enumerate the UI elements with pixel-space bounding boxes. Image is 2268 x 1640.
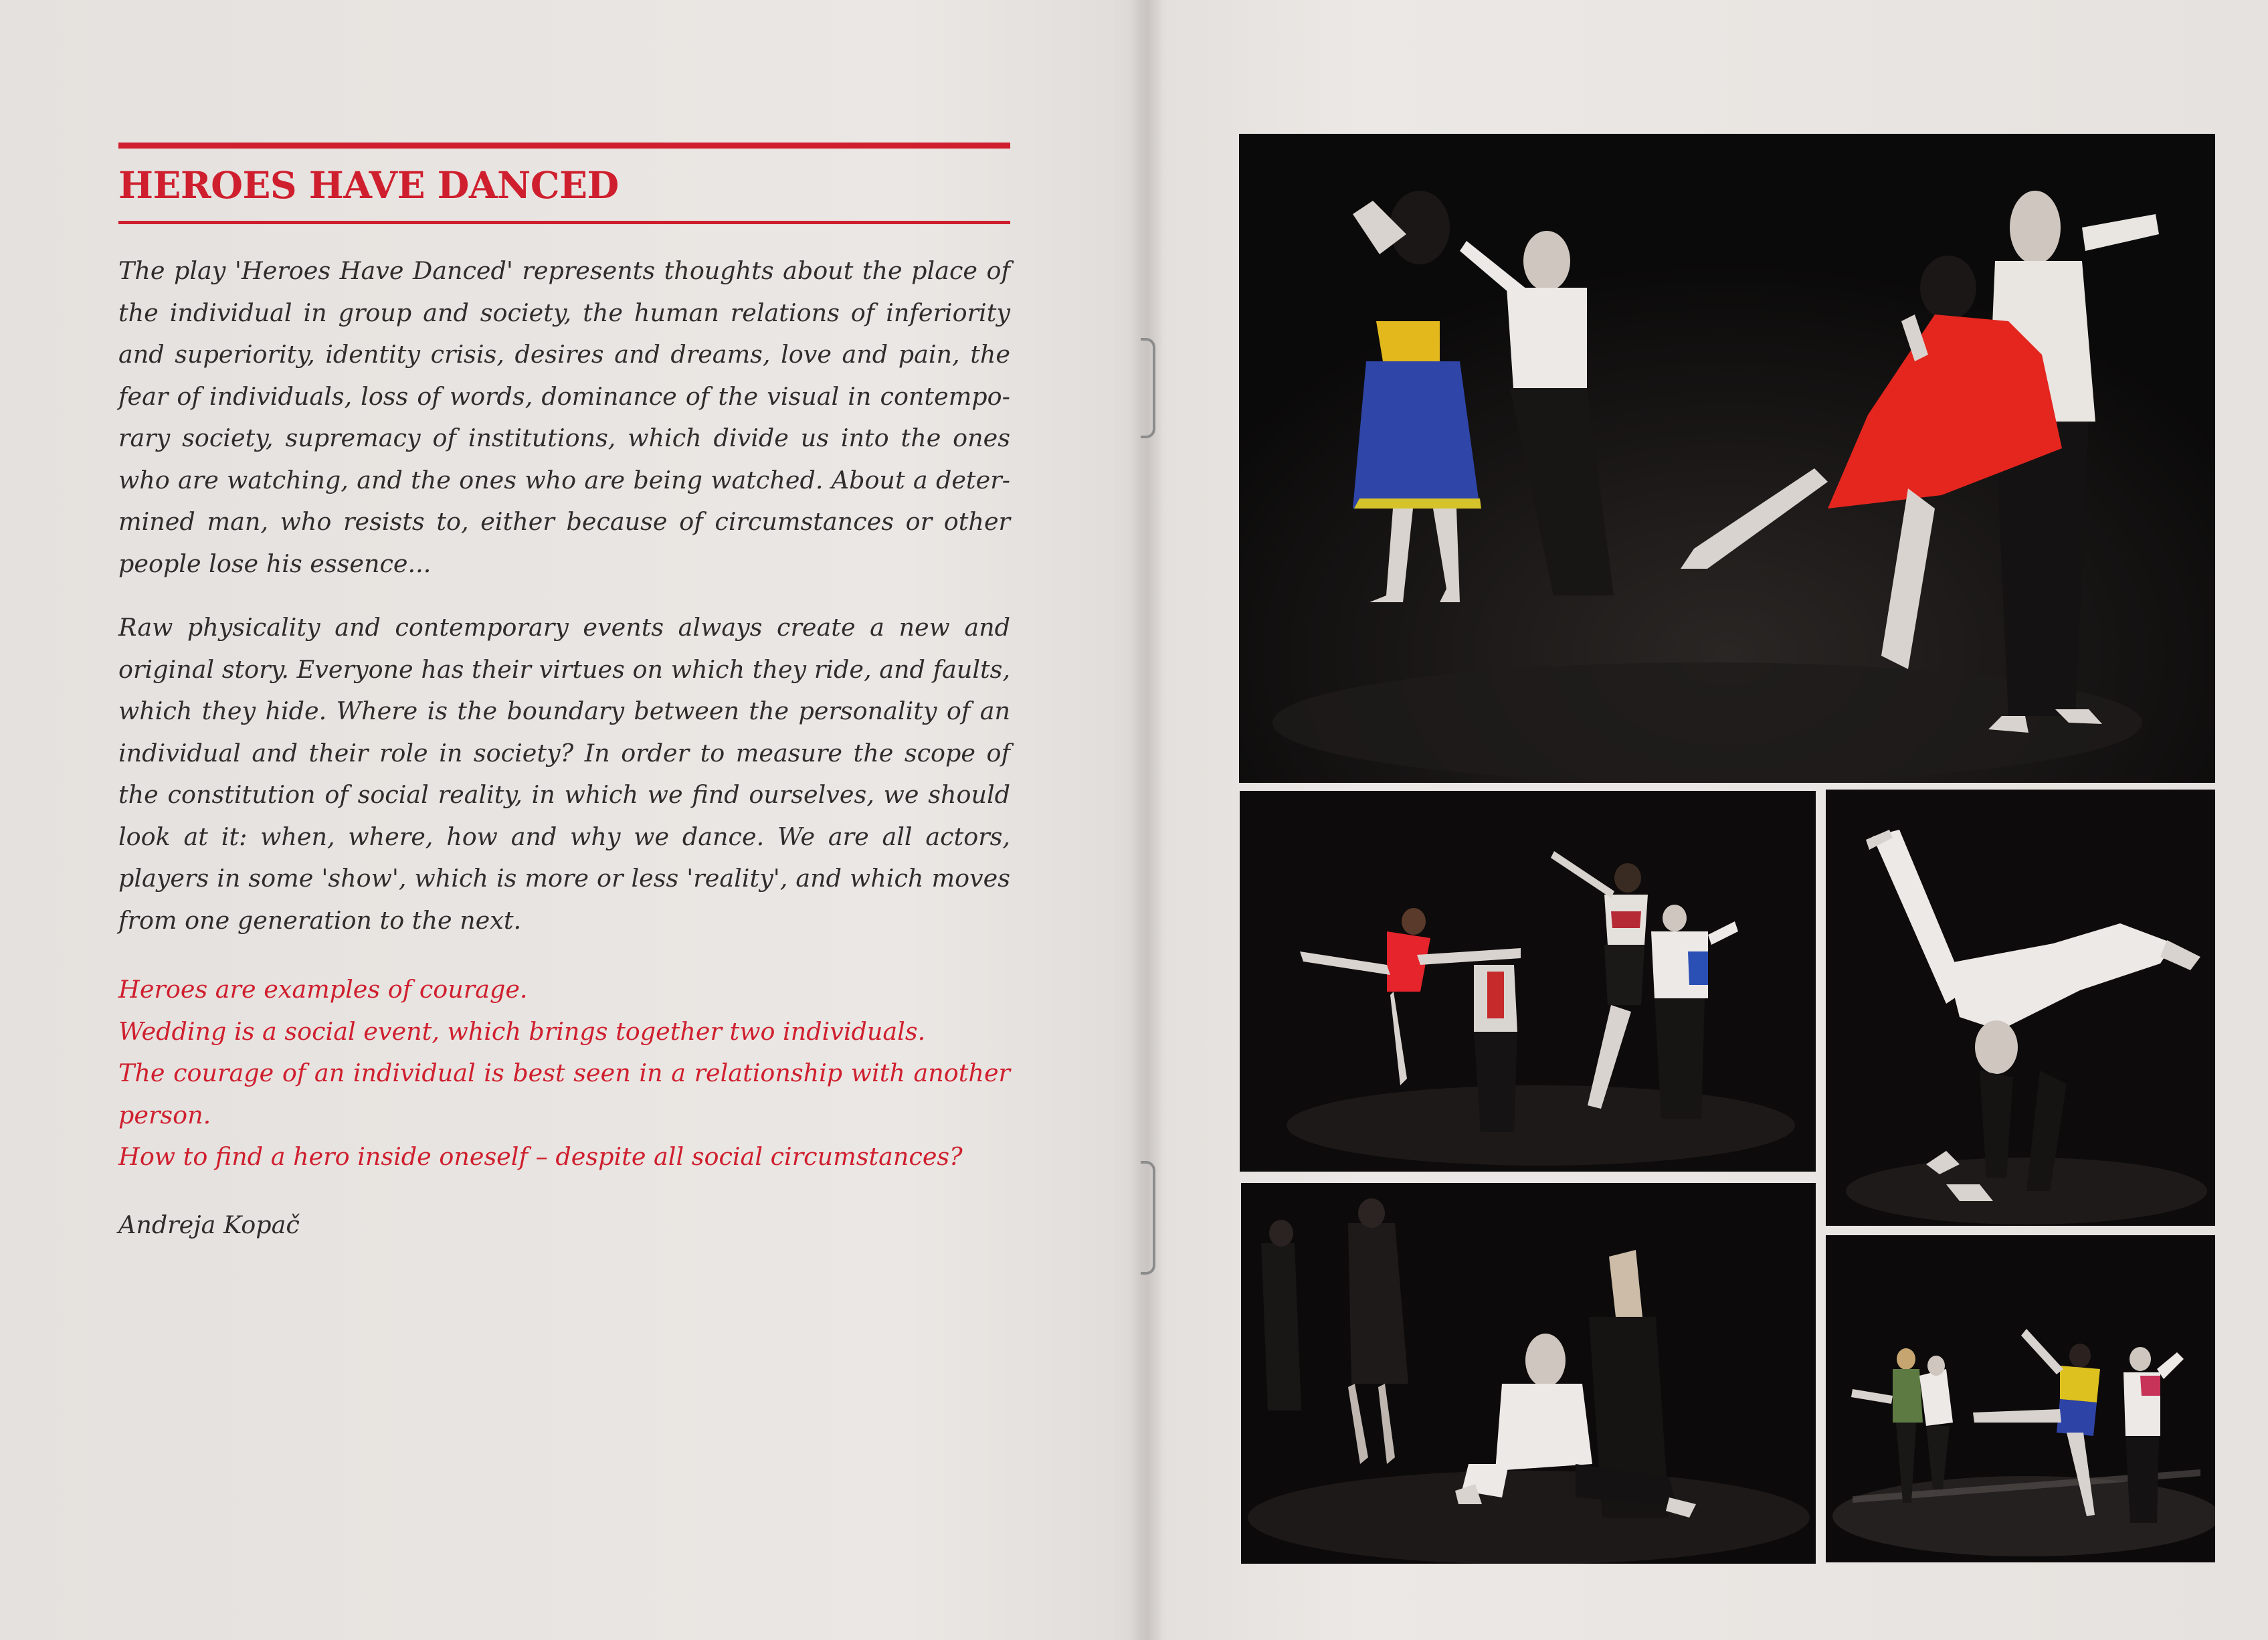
photo-handstand — [1826, 790, 2215, 1226]
highlight-line: Wedding is a social event, which brings together two individuals. — [118, 1016, 926, 1046]
highlight-line: How to find a hero inside oneself – despite all social circumstances? — [118, 1142, 963, 1171]
photo-duet-red-dress — [1239, 134, 2215, 783]
body-paragraph-2: Raw physicality and contemporary events always create a new and original story. Everyone has their virtues on which they ride, and faults, which they hide. Where is the boundary between the personality of an individual and their role in society? In order to measure the scope of the constitution of social reality, in which we find ourselves, we should look at it: when, where, how and why we dance. We are all actors, players in some 'show', which is more or less 'reality', and which moves from one generation to the next. — [118, 613, 1010, 935]
title-top-rule — [118, 143, 1010, 149]
photo-ensemble-kick — [1826, 1235, 2215, 1562]
highlight-line: Heroes are examples of courage. — [118, 975, 528, 1004]
body-paragraph-1: The play 'Heroes Have Danced' represents thoughts about the place of the individual in group and society, the human relations of inferiority and superiority, identity crisis, desires and dreams, love and pain, the fear of individuals, loss of words, dominance of the visual in contemporary society, supremacy of institutions, which divide us into the ones who are watching, and the ones who are being watched. About a determined man, who resists to, either because of circumstances or other people lose his essence... — [118, 256, 1010, 578]
title-bottom-rule — [118, 221, 1010, 224]
photo-group-leap — [1240, 791, 1816, 1172]
highlight-statements — [118, 969, 1010, 1178]
article-title: HEROES HAVE DANCED — [118, 163, 619, 207]
photo-seated-dancer — [1241, 1183, 1816, 1564]
author-signature: Andreja Kopač — [118, 1210, 300, 1239]
highlight-line: The courage of an individual is best seen in a relationship with another person. — [118, 1059, 1010, 1129]
